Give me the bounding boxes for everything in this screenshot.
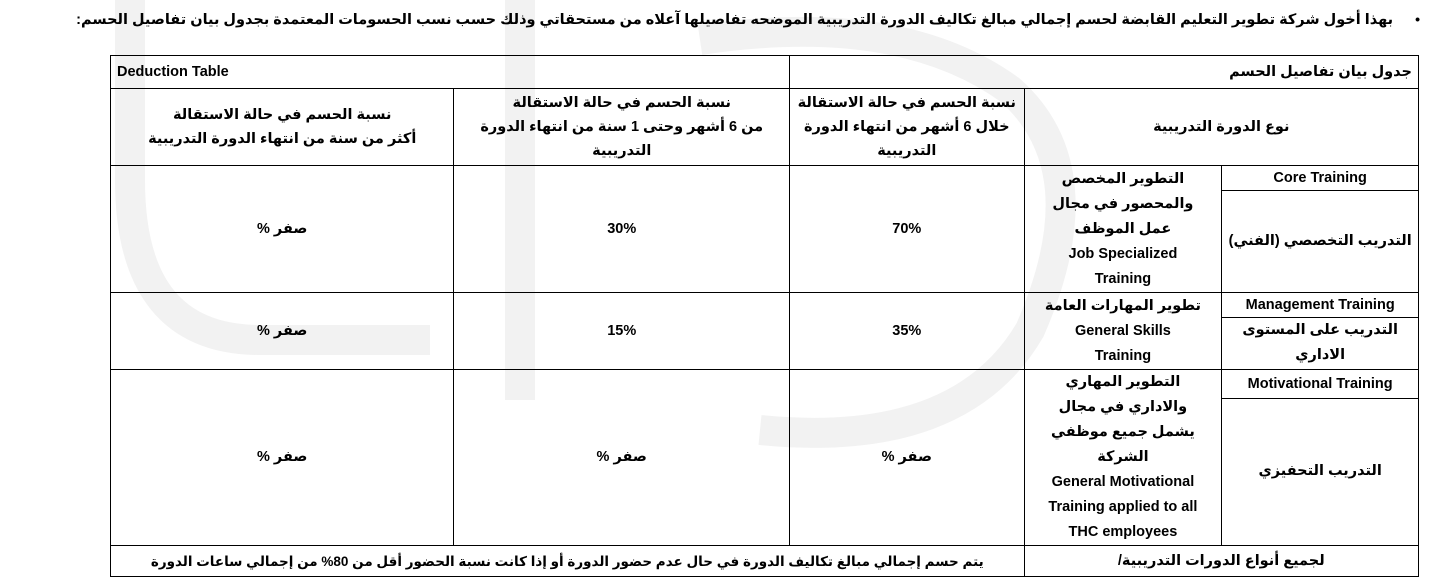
value-6-months-to-year: 15% [454, 293, 790, 370]
value-6-months-to-year: صفر % [454, 370, 790, 546]
footer-text: يتم حسم إجمالي مبالغ تكاليف الدورة في حال عدم حضور الدورة أو إذا كانت نسبة الحضور أقل من 80% من إجمالي ساعات الدورة [111, 546, 1025, 577]
description-en: General Motivational Training applied to all THC employees [1048, 474, 1198, 540]
header-over-year-line-2: أكثر من سنة من انتهاء الدورة التدريبية [148, 131, 417, 147]
description-en: General Skills Training [1074, 322, 1171, 364]
course-description [1024, 166, 1222, 293]
header-course-type: نوع الدورة التدريبية [1024, 89, 1418, 166]
table-title-en: Deduction Table [111, 56, 790, 89]
intro-text: بهذا أخول شركة تطوير التعليم القابضة لحسم إجمالي مبالغ تكاليف الدورة التدريبية الموضحه تفاصيلها آعلاه من مستحقاتي وذلك حسب نسب الحسومات المعتمدة بجدول بيان تفاصيل الحسم: [76, 12, 1394, 28]
header-within-6-months-line-2: خلال 6 أشهر من انتهاء الدورة [803, 119, 1010, 135]
description-ar: تطوير المهارات العامة [1044, 297, 1201, 314]
table-header-row [111, 89, 1419, 166]
footer-label: لجميع أنواع الدورات التدريبية/ [1024, 546, 1418, 577]
category-ar: التدريب التحفيزي [1222, 398, 1419, 545]
table-footer-row [111, 546, 1419, 577]
category-en: Core Training [1222, 166, 1419, 191]
value-over-year: صفر % [111, 293, 454, 370]
value-6-months-to-year: 30% [454, 166, 790, 293]
description-ar: التطوير المخصص والمحصور في مجال عمل الموظف [1052, 170, 1194, 237]
table-title-ar: جدول بيان تفاصيل الحسم [790, 56, 1419, 89]
header-within-6-months-line-3: التدريبية [877, 143, 937, 159]
value-over-year: صفر % [111, 166, 454, 293]
bullet-icon: • [1415, 11, 1420, 27]
category-en: Motivational Training [1222, 370, 1419, 399]
header-over-year [111, 89, 454, 166]
header-within-6-months [790, 89, 1024, 166]
description-en: Job Specialized Training [1068, 245, 1178, 287]
category-ar: التدريب التخصصي (الفني) [1222, 191, 1419, 293]
value-within-6-months: 70% [790, 166, 1024, 293]
header-6-months-to-year-line-1: نسبة الحسم في حالة الاستقالة [512, 95, 731, 111]
table-row [111, 166, 1419, 191]
table-row [111, 293, 1419, 318]
header-over-year-line-1: نسبة الحسم في حالة الاستقالة [173, 107, 392, 123]
table-title-row [111, 56, 1419, 89]
value-over-year: صفر % [111, 370, 454, 546]
value-within-6-months: 35% [790, 293, 1024, 370]
value-within-6-months: صفر % [790, 370, 1024, 546]
header-6-months-to-year-line-3: التدريبية [592, 143, 652, 159]
header-6-months-to-year [454, 89, 790, 166]
course-description [1024, 293, 1222, 370]
course-description [1024, 370, 1222, 546]
header-6-months-to-year-line-2: من 6 أشهر وحتى 1 سنة من انتهاء الدورة [480, 119, 764, 135]
category-en: Management Training [1222, 293, 1419, 318]
table-row [111, 370, 1419, 399]
description-ar: التطوير المهاري والاداري في مجال يشمل جميع موظفي الشركة [1051, 374, 1195, 465]
intro-paragraph [76, 8, 1420, 32]
deduction-table [110, 55, 1419, 577]
category-ar: التدريب على المستوى الاداري [1222, 318, 1419, 370]
header-within-6-months-line-1: نسبة الحسم في حالة الاستقالة [797, 95, 1016, 111]
